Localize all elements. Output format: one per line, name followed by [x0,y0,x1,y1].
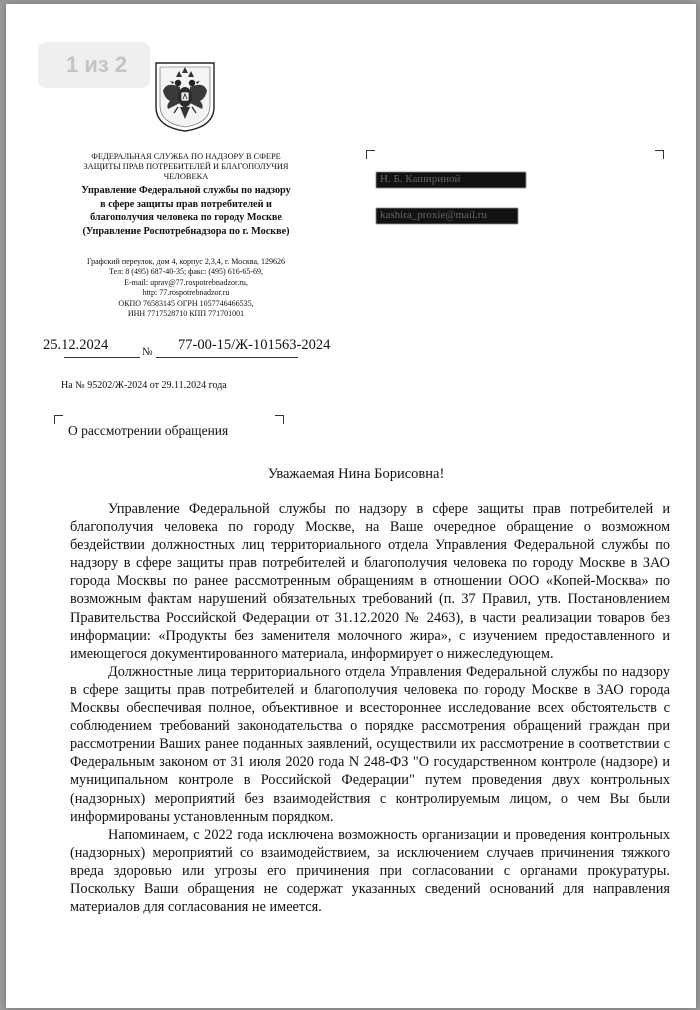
corner-mark [655,150,664,159]
corner-mark [366,150,375,159]
department-name-line: Управление Федеральной службы по надзору [81,185,291,196]
body-paragraph: Управление Федеральной службы по надзору в сфере защиты прав потребителей и благополучия человека по городу Москве, на Ваше очередное обращение о возможном бездействии должностных лиц территориального отдела Управления Федеральной службы по надзору в сфере защиты прав потребителей и благополучия человека по городу Москве в ЗАО города Москвы по ранее рассмотренным обращениям в отношении ООО «Копей-Москва» по возможным фактам нарушений обязательных требований (п. 37 Правил, утв. Постановлением Правительства Российской Федерации от 31.12.2020 № 2463), в части реализации товаров без информации: «Продукты без заменителя молочного жира», с изучением предоставленного и имеющегося документированного материала, информирует о нижеследующем. [70,501,670,662]
contact-line: E-mail: uprav@77.rospotrebnadzor.ru, [124,277,248,287]
agency-name-line: ЧЕЛОВЕКА [163,172,209,181]
body-paragraph: Напоминаем, с 2022 года исключена возможность организации и проведения контрольных (надзорных) мероприятий со взаимодействием, за исключением случаев причинения тяжкого вреда здоровью или угрозы его причинения при согласовании с органами прокуратуры. Поскольку Ваши обращения не содержат указанных сведений оснований для направления материалов для согласования не имеется. [70,826,670,916]
addressee-block [366,150,664,234]
contact-line: http: 77.rospotrebnadzor.ru [142,288,230,298]
salutation: Уважаемая Нина Борисовна! [267,466,445,482]
agency-header [50,152,322,238]
date-underline [64,357,140,358]
registration-date: 25.12.2024 [43,337,109,353]
body-paragraph: Должностные лица территориального отдела Управления Федеральной службы по надзору в сфере защиты прав потребителей и благополучия человека по городу Москве в ЗАО города Москвы обеспечивая полное, объективное и всестороннее исследование всех обстоятельств с соблюдением требований законодательства о порядке рассмотрения обращений граждан при рассмотрении Ваших ранее поданных заявлений, осуществили их рассмотрение в соответствии с Федеральным законом от 31 июля 2020 года N 248-ФЗ "О государственном контроле (надзоре) и муниципальном контроле в Российской Федерации" путем проведения двух контрольных (надзорных) мероприятий без взаимодействия с контролируемым лицом, о чем Вы были информированы установленным порядком. [70,663,670,825]
subject-block [54,415,284,439]
addressee-name: Н. Б. Кашириной [380,173,461,185]
contact-line: Тел: 8 (495) 687-40-35; факс: (495) 616-65-69, [108,267,264,277]
letter-body [70,500,670,916]
department-name-line: в сфере защиты прав потребителей и [100,198,272,210]
department-name-line: благополучия человека по городу Москве [90,212,282,223]
department-name-line: (Управление Роспотребнадзора по г. Москве) [82,225,290,237]
number-sign: № [142,346,153,358]
page-indicator: 1 из 2 [38,42,150,88]
russian-coat-of-arms-icon [154,61,216,133]
number-underline [156,357,298,358]
contact-line: ОКПО 76583145 ОГРН 1057746466535, [118,298,254,308]
agency-contacts [50,257,322,319]
contact-line: ИНН 7717528710 КПП 771701001 [127,309,245,319]
registration-number: 77-00-15/Ж-101563-2024 [178,337,331,353]
agency-name-line: ЗАЩИТЫ ПРАВ ПОТРЕБИТЕЛЕЙ И БЛАГОПОЛУЧИЯ [83,162,289,171]
department-name [50,184,322,238]
corner-mark [275,415,284,424]
subject-text: О рассмотрении обращения [68,423,229,438]
addressee-email: kashira_proxie@mail.ru [380,209,487,221]
agency-name-line: ФЕДЕРАЛЬНАЯ СЛУЖБА ПО НАДЗОРУ В СФЕРЕ [91,152,281,161]
reply-to-reference: На № 95202/Ж-2024 от 29.11.2024 года [61,380,227,391]
document-page [6,4,696,1008]
contact-line: Графский переулок, дом 4, корпус 2,3,4, г. Москва, 129626 [86,257,285,266]
corner-mark [54,415,63,424]
